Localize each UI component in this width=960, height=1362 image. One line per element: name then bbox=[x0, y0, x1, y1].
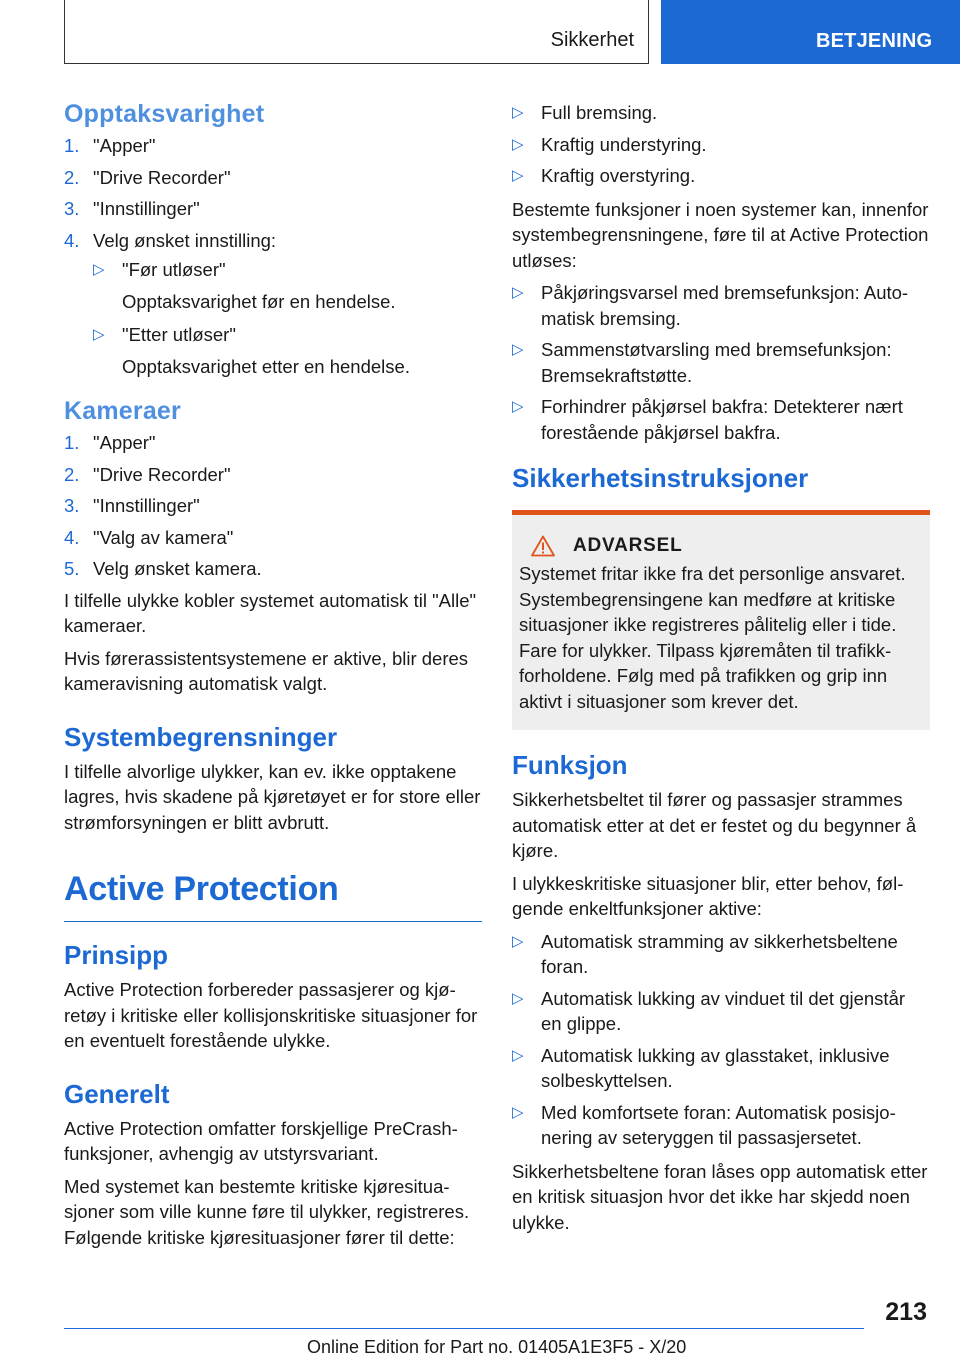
step-text: "Innstillinger" bbox=[93, 495, 200, 516]
funksjon-paragraph-1: Sikkerhetsbeltet til fører og passasjer strammes automatisk etter at det er festet og du begynner å kjøre. bbox=[512, 789, 917, 861]
step-text: "Apper" bbox=[93, 135, 156, 156]
list-item bbox=[512, 163, 930, 189]
step-number: 3. bbox=[64, 198, 80, 219]
warning-text: Systemet fritar ikke fra det personlige ansvaret. Systembegrensingene kan medføre at kritiske situasjoner ikke registreres pålitelig eller i tide. Fare for ulykker. Tilpass kjøremåten til trafikkforholdene. Følg med på trafikken og grip inn aktivt i situasjoner som krever det. bbox=[519, 563, 906, 712]
step-text: "Apper" bbox=[93, 432, 156, 453]
prinsipp-paragraph: Active Protection forbereder passasjerer og kjøretøy i kritiske eller kollisjonskritiske situasjoner for en eventuelt forestående ulykke. bbox=[64, 979, 478, 1051]
list-item bbox=[512, 100, 930, 126]
triangle-bullet-icon: ▷ bbox=[512, 398, 524, 415]
list-item bbox=[64, 493, 482, 519]
bullet-text: Automatisk lukking av glasstaket, inklusive solbeskyttelsen. bbox=[541, 1044, 890, 1091]
bullet-text: Sammenstøtvarsling med bremsefunksjon: Bremsekraftstøtte. bbox=[541, 339, 892, 386]
bullet-text: Påkjøringsvarsel med bremsefunksjon: Automatisk bremsing. bbox=[541, 282, 909, 329]
step-text: "Valg av kamera" bbox=[93, 526, 234, 548]
triangle-bullet-icon: ▷ bbox=[512, 135, 524, 153]
list-item bbox=[64, 165, 482, 191]
list-item bbox=[512, 337, 930, 388]
funksjon-paragraph-3: Sikkerhetsbeltene foran låses opp automatisk etter en kritisk situasjon hvor det ikke har skjedd noen ulykke. bbox=[512, 1160, 928, 1233]
heading-sikkerhetsinstruksjoner: Sikkerhetsinstruksjoner bbox=[512, 463, 809, 493]
list-item bbox=[64, 430, 482, 456]
list-item bbox=[64, 462, 482, 488]
list-item bbox=[64, 525, 482, 551]
triangle-bullet-icon: ▷ bbox=[512, 932, 524, 950]
bullet-text: Automatisk lukking av vinduet til det gjenstår en glippe. bbox=[541, 987, 906, 1034]
bullet-text: Med komfortsete foran: Automatisk posisjonering av seteryggen til passasjersetet. bbox=[541, 1101, 896, 1148]
step-number: 5. bbox=[64, 558, 80, 579]
heading-prinsipp: Prinsipp bbox=[64, 940, 169, 970]
step-number: 4. bbox=[64, 526, 80, 548]
bullet-text: Automatisk stramming av sikkerhetsbeltene foran. bbox=[541, 930, 898, 977]
step-text: Velg ønsket innstilling: bbox=[93, 229, 277, 251]
triangle-bullet-icon: ▷ bbox=[93, 261, 105, 278]
list-item bbox=[64, 228, 482, 380]
triangle-bullet-icon: ▷ bbox=[512, 341, 524, 358]
triangle-bullet-icon: ▷ bbox=[512, 167, 524, 184]
warning-box bbox=[512, 510, 930, 730]
warning-triangle-icon bbox=[531, 535, 555, 557]
kameraer-paragraph-2: Hvis førerassistentsystemene er aktive, blir deres kameravisning automatisk valgt. bbox=[64, 647, 469, 694]
step-number: 1. bbox=[64, 135, 80, 156]
list-item bbox=[512, 132, 930, 158]
list-item bbox=[93, 257, 482, 314]
list-item bbox=[512, 929, 930, 980]
critical-situations-list bbox=[512, 100, 930, 189]
footer-divider bbox=[64, 1328, 864, 1329]
triangle-bullet-icon: ▷ bbox=[512, 104, 524, 121]
triangle-bullet-icon: ▷ bbox=[512, 1103, 524, 1121]
heading-systembegrensninger: Systembegrensninger bbox=[64, 721, 338, 752]
list-item bbox=[64, 196, 482, 222]
step-text: Velg ønsket kamera. bbox=[93, 558, 262, 579]
opptak-sub-options bbox=[93, 257, 482, 379]
list-item bbox=[512, 1100, 930, 1151]
step-text: "Drive Recorder" bbox=[93, 166, 231, 188]
warning-header bbox=[531, 535, 923, 557]
header-chapter-title: BETJENING bbox=[816, 30, 933, 52]
triangle-bullet-icon: ▷ bbox=[512, 284, 524, 301]
list-item bbox=[64, 556, 482, 582]
triangle-bullet-icon: ▷ bbox=[93, 326, 105, 343]
bullet-text: Kraftig understyring. bbox=[541, 133, 707, 155]
page-number: 213 bbox=[885, 1298, 927, 1326]
list-item bbox=[93, 322, 482, 379]
bullet-text: Kraftig overstyring. bbox=[541, 165, 696, 186]
heading-generelt: Generelt bbox=[64, 1078, 170, 1109]
option-description: Opptaksvarighet etter en hendelse. bbox=[122, 355, 410, 377]
warning-title: ADVARSEL bbox=[573, 535, 683, 556]
step-text: "Innstillinger" bbox=[93, 198, 200, 219]
heading-funksjon: Funksjon bbox=[512, 750, 628, 780]
step-number: 2. bbox=[64, 166, 80, 188]
right-column bbox=[512, 100, 930, 1242]
list-item bbox=[512, 394, 930, 445]
active-functions-list bbox=[512, 929, 930, 1151]
step-number: 4. bbox=[64, 229, 80, 251]
bullet-text: Full bremsing. bbox=[541, 102, 658, 123]
triangle-bullet-icon: ▷ bbox=[512, 989, 524, 1007]
header-chapter-box bbox=[661, 0, 960, 64]
step-number: 2. bbox=[64, 463, 80, 485]
systembeg-paragraph: I tilfelle alvorlige ulykker, kan ev. ikke opptakene lagres, hvis skadene på kjøretøyet er for store eller strømforsyningen er blitt avbrutt. bbox=[64, 760, 481, 833]
header-section-box bbox=[64, 0, 649, 64]
list-item bbox=[512, 986, 930, 1037]
kameraer-steps bbox=[64, 430, 482, 582]
trigger-functions-list bbox=[512, 280, 930, 445]
step-number: 1. bbox=[64, 432, 80, 453]
generelt-paragraph-2: Med systemet kan bestemte kritiske kjøresituasjoner som ville kunne føre til ulykker, registreres. Følgende kritiske kjøresituasjoner fører til dette: bbox=[64, 1175, 470, 1248]
option-description: Opptaksvarighet før en hendelse. bbox=[122, 290, 396, 312]
triangle-bullet-icon: ▷ bbox=[512, 1046, 524, 1064]
option-label: "Etter utløser" bbox=[122, 324, 236, 345]
left-column bbox=[64, 100, 482, 1257]
header-section-title: Sikkerhet bbox=[550, 29, 634, 51]
functions-intro-paragraph: Bestemte funksjoner i noen systemer kan, innenfor systembegrensningene, føre til at Active Protection utløses: bbox=[512, 198, 929, 271]
bullet-text: Forhindrer påkjørsel bakfra: Detekterer nært forestående påkjørsel bakfra. bbox=[541, 396, 903, 443]
heading-kameraer: Kameraer bbox=[64, 397, 181, 425]
option-label: "Før utløser" bbox=[122, 259, 226, 280]
opptak-steps bbox=[64, 133, 482, 379]
generelt-paragraph-1: Active Protection omfatter forskjellige PreCrash-funksjoner, avhengig av utstyrsvariant. bbox=[64, 1117, 458, 1164]
footer-edition-text: Online Edition for Part no. 01405A1E3F5 - X/20 bbox=[307, 1337, 687, 1357]
kameraer-paragraph-1: I tilfelle ulykke kobler systemet automatisk til "Alle" kameraer. bbox=[64, 589, 477, 636]
step-number: 3. bbox=[64, 495, 80, 516]
list-item bbox=[64, 133, 482, 159]
funksjon-paragraph-2: I ulykkeskritiske situasjoner blir, etter behov, følgende enkeltfunksjoner aktive: bbox=[512, 872, 904, 919]
heading-opptaksvarighet: Opptaksvarighet bbox=[64, 100, 265, 128]
list-item bbox=[512, 1043, 930, 1094]
heading-active-protection: Active Protection bbox=[64, 870, 482, 922]
list-item bbox=[512, 280, 930, 331]
step-text: "Drive Recorder" bbox=[93, 463, 231, 485]
